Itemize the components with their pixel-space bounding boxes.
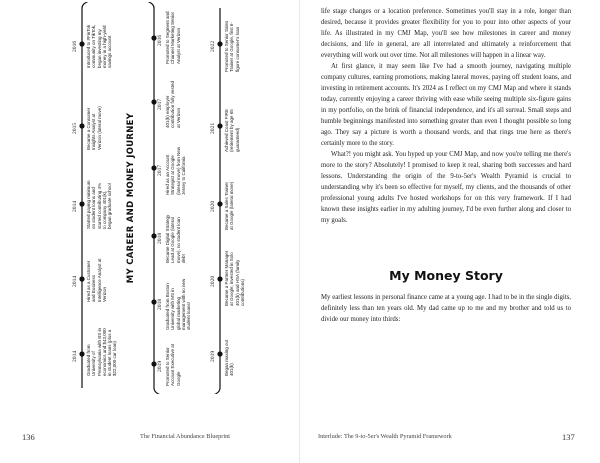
timeline-dot	[217, 276, 222, 281]
timeline-year: 2014	[72, 275, 78, 287]
timeline-dot	[151, 35, 156, 40]
timeline-year: 2019	[210, 350, 216, 362]
timeline-title: MY CAREER AND MONEY JOURNEY	[126, 112, 136, 284]
running-head-right: Interlude: The 9-to-5er's Wealth Pyramid Framework	[318, 433, 452, 440]
timeline-event: Hired as an Account Strategist at Google (lateral move) from New Jersey to California	[165, 146, 186, 195]
timeline-curve-right	[82, 2, 154, 8]
paragraph: life stage changes or a location preference. Sometimes you'll stay in a role, longer than desired, because it provides greater flexibility for you to pour into other aspects of your life. As illustrated in my CMJ Map, you'll see how milestones in career and money decisions, and life in general, are all interrelated and ultimately a reinforcement that everything will work out over time. Not all milestones will happen in a linear way.	[321, 8, 571, 59]
timeline-dot	[79, 41, 84, 46]
timeline-year: 2020	[210, 275, 216, 287]
timeline-year: 2020	[210, 200, 216, 212]
timeline-event: Introduced to #FinTok community on TikTok, began investing my money in a high-yield savings account	[86, 24, 113, 68]
timeline-year: 2014	[72, 200, 78, 212]
timeline-event: Graduated from Boston University with MS in global marketing management with no new student loans!	[165, 278, 192, 330]
timeline-event: Became Digital Strategy Lead at Google (lateral move), no student loan debt	[165, 214, 186, 263]
timeline-year: 2014	[72, 350, 78, 362]
timeline-dot	[151, 233, 156, 238]
timeline-dot	[151, 299, 156, 304]
timeline-event: Started paying minimum on student loans and started contributing 4% to company 401(k), began graduate school	[86, 180, 113, 229]
section-title: My Money Story	[389, 268, 503, 283]
timeline-dot	[217, 201, 222, 206]
timeline-year: 2015	[72, 122, 78, 134]
timeline-dot	[79, 276, 84, 281]
timeline-year: 2022	[210, 40, 216, 52]
timeline-dot	[217, 123, 222, 128]
timeline-dot	[151, 99, 156, 104]
timeline-year: 2018	[157, 232, 163, 244]
timeline-event: Achieved Coast FIRE (retirement by age 65 guaranteed)	[224, 108, 240, 152]
timeline-year: 2018	[157, 298, 163, 310]
timeline-event: Became a Sales Trainer at Google (lateral move)	[224, 181, 235, 230]
page-number-right: 137	[562, 432, 575, 442]
timeline-year: 2019	[157, 360, 163, 372]
paragraph: At first glance, it may seem like I've had a smooth journey, navigating multiple company cultures, earning promotions, making lateral moves, paying off student loans, and investing in retirement accounts. It's 2024 as I reflect on my CMJ Map and where it stands today, currently enjoying a career thriving with ease while seeing multiple six-figure gains in my portfolio, on the brink of financial independence, and it's all surreal. Small steps and humble beginnings manifested into something greater than even I thought possible so long ago. They say a picture is worth a thousand words, and that rings true here as there's certainly more to the story.	[321, 63, 571, 147]
timeline-event: 401(k) employer contribution fully vested at Verizon	[165, 80, 181, 128]
career-money-timeline	[24, 2, 276, 394]
timeline-dot	[151, 361, 156, 366]
paragraph: My earliest lessons in personal finance came at a young age. I had to be in the single digits, definitely less than ten years old. My dad came up to me and my brother and told us to divide our money into thirds:	[321, 294, 571, 323]
timeline-year: 2016	[72, 40, 78, 52]
timeline-year: 2021	[210, 122, 216, 134]
timeline-year: 2017	[157, 164, 163, 176]
timeline-dot	[79, 351, 84, 356]
timeline-event: Became a Consumer Insights Analyst at Verizon (lateral move)	[86, 106, 102, 150]
timeline-event: Hired as a Customer and Business Intelligence Analyst at Verizon	[86, 258, 107, 302]
timeline-year: 2017	[157, 98, 163, 110]
timeline-dot	[79, 201, 84, 206]
timeline-event: Began maxing out 401(k)	[224, 339, 235, 376]
running-head-left: The Financial Abundance Blueprint	[140, 433, 231, 440]
timeline-event: Promoted to Segment and Channel Marketing Senior Analyst at Verizon	[165, 11, 181, 64]
timeline-dot	[79, 123, 84, 128]
timeline-dot	[151, 165, 156, 170]
timeline-year: 2016	[157, 34, 163, 46]
body-text-top	[321, 6, 571, 226]
timeline-event: Graduated from University of Pennsylvania with BS in economics and $43,000 in student loans (plus a $22,000 car loan)	[86, 327, 118, 376]
timeline-dot	[217, 351, 222, 356]
timeline-dot	[217, 41, 222, 46]
timeline-event: Promoted to Senior Account Executive at Google	[165, 343, 181, 386]
timeline-event: Promoted to Senior Sales Trainer at Google, first 6-figure consumer's loan	[224, 20, 240, 72]
paragraph: What?! you might ask. You hyped up your CMJ Map, and now you're telling me there's more to the story? Absolutely! I promised to keep it real, sharing both successes and hard lessons. Understanding the origin of the 9-to-5er's Wealth Pyramid is crucial to understanding why it's been so effective for myself, my clients, and the thousands of other professional young adults I've hosted workshops for on this very framework. If I had known these insights earlier in my adulting journey, I'd be even further along and closer to my goals.	[321, 151, 571, 224]
page-number-left: 136	[22, 432, 35, 442]
body-text-section	[321, 292, 571, 325]
timeline-event: Became a Partner Manager at Google, invested in Solo 401(k) and HSA (family contributions)	[224, 250, 245, 306]
timeline-curve-left	[154, 388, 220, 394]
